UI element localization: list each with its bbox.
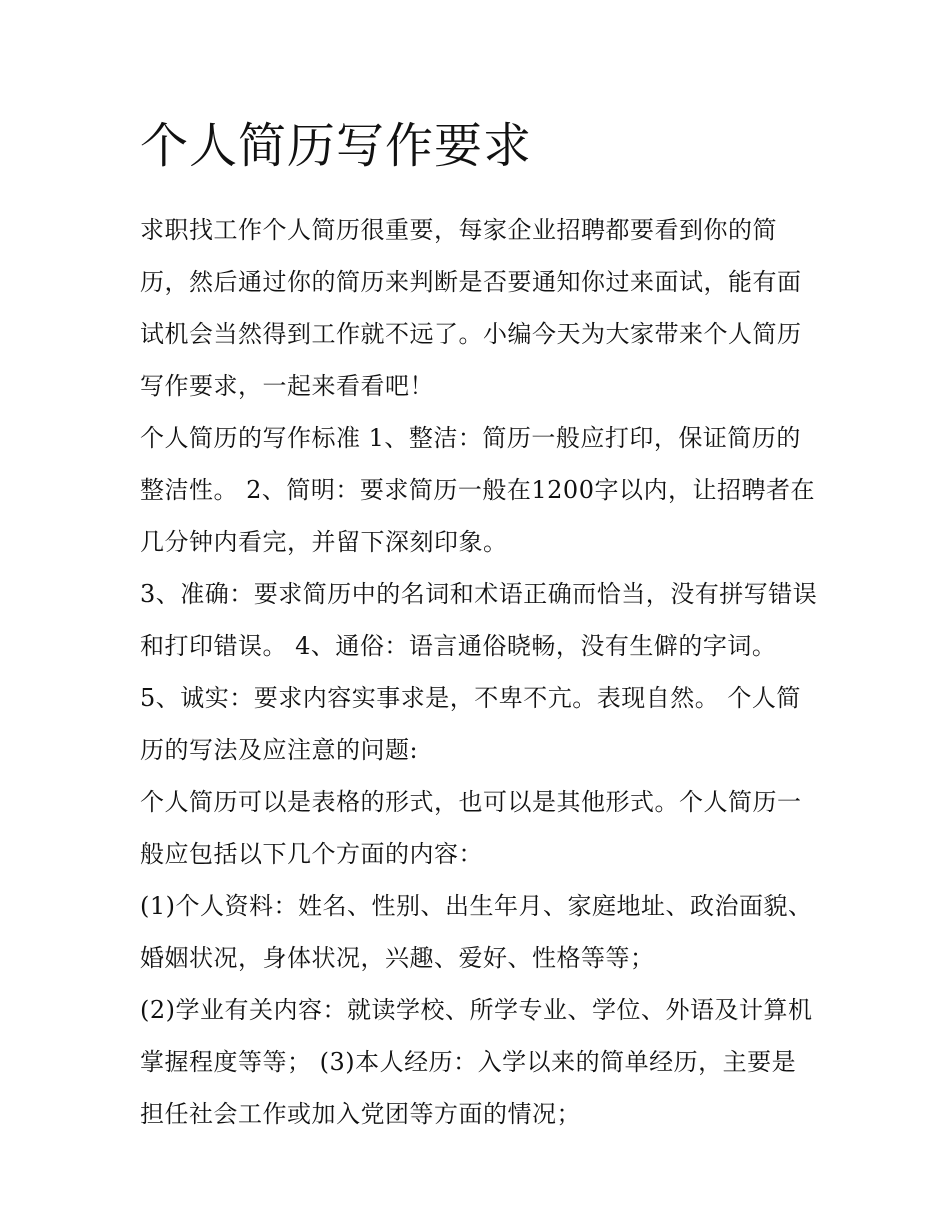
document-body — [140, 112, 820, 1140]
paragraph-accuracy: 3、准确：要求简历中的名词和术语正确而恰当，没有拼写错误和打印错误。 4、通俗：语言通俗晓畅，没有生僻的字词。 5、诚实：要求内容实事求是，不卑不亢。表现自然。 个人简历的写法及应注意的问题: — [140, 580, 818, 764]
paragraph-intro: 求职找工作个人简历很重要，每家企业招聘都要看到你的简历，然后通过你的简历来判断是否要通知你过来面试，能有面试机会当然得到工作就不远了。小编今天为大家带来个人简历写作要求，一起来看看吧！ — [140, 216, 802, 400]
paragraph-education: (2)学业有关内容：就读学校、所学专业、学位、外语及计算机掌握程度等等； (3)本人经历：入学以来的简单经历，主要是担任社会工作或加入党团等方面的情况； — [140, 996, 813, 1128]
page-title: 个人简历写作要求 — [140, 118, 533, 174]
paragraph-format: 个人简历可以是表格的形式，也可以是其他形式。个人简历一般应包括以下几个方面的内容： — [140, 788, 802, 868]
paragraph-standards: 个人简历的写作标准 1、整洁：简历一般应打印，保证简历的整洁性。 2、简明：要求简历一般在1200字以内，让招聘者在几分钟内看完，并留下深刻印象。 — [140, 424, 815, 556]
paragraph-personal-info: (1)个人资料：姓名、性别、出生年月、家庭地址、政治面貌、婚姻状况，身体状况，兴趣、爱好、性格等等； — [140, 892, 813, 972]
